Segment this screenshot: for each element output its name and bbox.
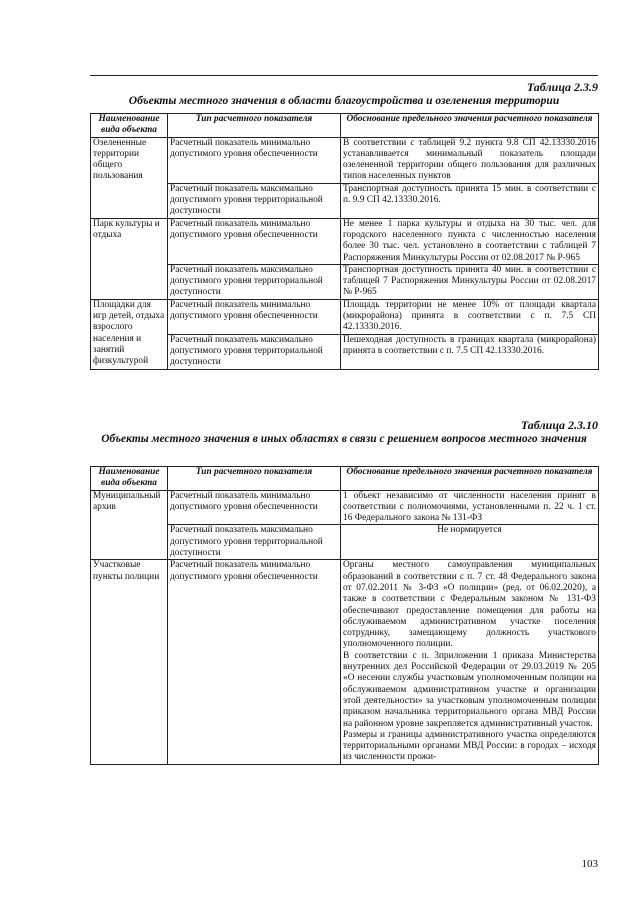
table-header-row — [91, 467, 599, 491]
basis-paragraph: Размеры и границы административного участка определяются территориальными органами МВД России: в городах – исходя из численности прожи- — [343, 729, 596, 763]
table-row — [91, 490, 599, 525]
object-cell: Площадки для игр детей, отдыха взрослого населения и занятий физкультурой — [91, 299, 168, 369]
table-1 — [90, 113, 599, 370]
header-rule — [90, 75, 598, 76]
basis-paragraph: Органы местного самоуправления муниципальных образований в соответствии с п. 7 ст. 48 Федерального закона от 07.02.2011 № 3-ФЗ «О полиции» (ред. от 06.02.2020), а также в соответствии с Федеральным законом № 131-ФЗ обеспечивают предоставление помещения для работы на обслуживаемом административном участке поселения сотруднику, замещающему должность участкового уполномоченного полиции. — [343, 560, 596, 650]
header-type: Тип расчетного показателя — [168, 467, 341, 491]
basis-cell: Транспортная доступность принята 40 мин. в соответствии с таблицей 7 Распоряжения Минкультуры России от 02.08.2017 № Р-965 — [341, 264, 599, 299]
type-cell: Расчетный показатель минимально допустимого уровня обеспеченности — [168, 137, 341, 183]
table-row — [91, 218, 599, 264]
type-cell: Расчетный показатель минимально допустимого уровня обеспеченности — [168, 490, 341, 525]
page-number: 103 — [581, 858, 598, 870]
type-cell: Расчетный показатель максимально допустимого уровня территориальной доступности — [168, 264, 341, 299]
header-type: Тип расчетного показателя — [168, 114, 341, 138]
table-row — [91, 264, 599, 299]
basis-cell: В соответствии с таблицей 9.2 пункта 9.8 СП 42.13330.2016 устанавливается минимальный показатель площади озелененной территории общего пользования для различных типов населенных пунктов — [341, 137, 599, 183]
object-cell: Участковые пункты полиции — [91, 560, 168, 764]
header-basis: Обоснование предельного значения расчетного показателя — [341, 114, 599, 138]
basis-paragraph: В соответствии с п. 3приложения 1 приказа Министерства внутренних дел Российской Федерации от 29.03.2019 № 205 «О несении службы участковым уполномоченным полиции на обслуживаемом административном участке и организации этой деятельности» за участковым уполномоченным полиции приказом начальника территориального органа МВД России на районном уровне закрепляется административный участок. — [343, 650, 596, 729]
type-cell: Расчетный показатель максимально допустимого уровня территориальной доступности — [168, 334, 341, 369]
table-2 — [90, 466, 599, 765]
type-cell: Расчетный показатель максимально допустимого уровня территориальной доступности — [168, 183, 341, 218]
type-cell: Расчетный показатель минимально допустимого уровня обеспеченности — [168, 218, 341, 264]
object-cell: Парк культуры и отдыха — [91, 218, 168, 299]
table-title-2: Объекты местного значения в иных областях в связи с решением вопросов местного значения — [101, 433, 587, 445]
table-caption-1: Таблица 2.3.9 — [526, 80, 598, 94]
type-cell: Расчетный показатель минимально допустимого уровня обеспеченности — [168, 560, 341, 764]
basis-cell: Не нормируется — [341, 525, 599, 560]
table-row — [91, 560, 599, 764]
table-row — [91, 299, 599, 334]
type-cell: Расчетный показатель максимально допустимого уровня территориальной доступности — [168, 525, 341, 560]
table-row — [91, 525, 599, 560]
table-header-row — [91, 114, 599, 138]
basis-cell: Площадь территории не менее 10% от площади квартала (микрорайона) принята в соответствии с п. 7.5 СП 42.13330.2016. — [341, 299, 599, 334]
table-caption-2: Таблица 2.3.10 — [520, 418, 598, 432]
basis-cell: Пешеходная доступность в границах квартала (микрорайона) принята в соответствии с п. 7.5 СП 42.13330.2016. — [341, 334, 599, 369]
type-cell: Расчетный показатель минимально допустимого уровня обеспеченности — [168, 299, 341, 334]
basis-cell: Не менее 1 парка культуры и отдыха на 30 тыс. чел. для городского населенного пункта с численностью населения более 30 тыс. чел. установлено в соответствии с таблицей 7 Распоряжения Минкультуры России от 02.08.2017 № Р-965 — [341, 218, 599, 264]
header-basis: Обоснование предельного значения расчетного показателя — [341, 467, 599, 491]
table-row — [91, 137, 599, 183]
object-cell: Муниципальный архив — [91, 490, 168, 560]
table-title-1: Объекты местного значения в области благоустройства и озеленения территории — [128, 95, 560, 107]
table-row — [91, 183, 599, 218]
object-cell: Озелененные территории общего пользования — [91, 137, 168, 218]
header-object: Наименование вида объекта — [91, 114, 168, 138]
header-object: Наименование вида объекта — [91, 467, 168, 491]
table-row — [91, 334, 599, 369]
basis-cell: Транспортная доступность принята 15 мин. в соответствии с п. 9.9 СП 42.13330.2016. — [341, 183, 599, 218]
basis-cell: 1 объект независимо от численности населения принят в соответствии с полномочиями, установленными п. 22 ч. 1 ст. 16 Федерального закона № 131-ФЗ — [341, 490, 599, 525]
basis-cell — [341, 560, 599, 764]
